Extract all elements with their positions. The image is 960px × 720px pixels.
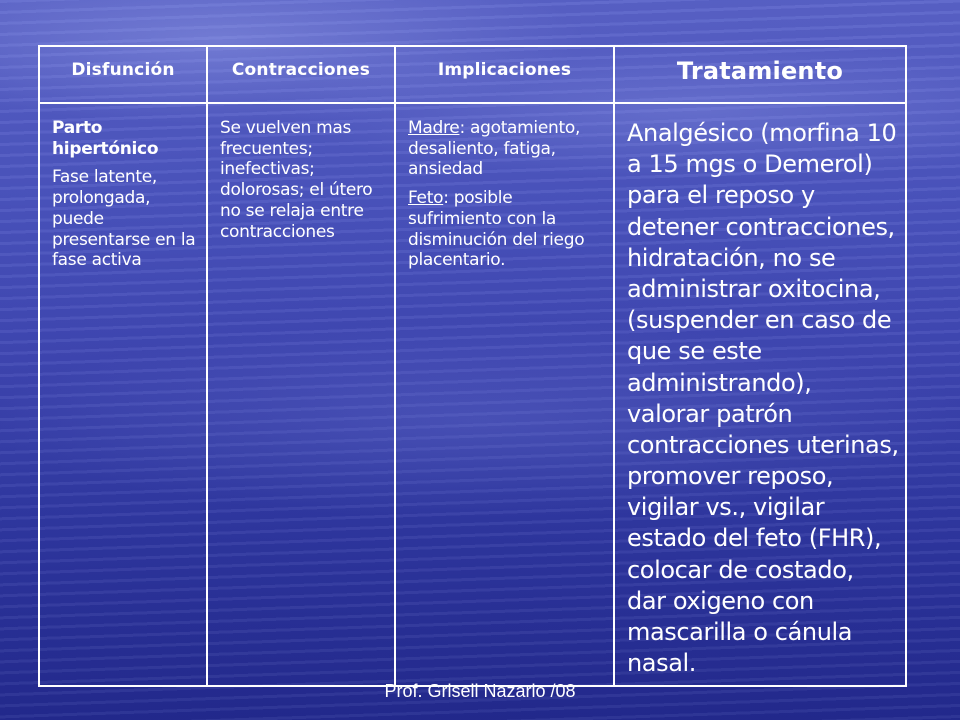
header-implicaciones: Implicaciones (395, 46, 614, 103)
cell-contracciones (207, 103, 395, 686)
table-header-row (39, 46, 906, 103)
disfuncion-description: Fase latente, prolongada, puede presentarse en la fase activa (52, 167, 196, 271)
madre-label: Madre (408, 118, 460, 138)
madre-text: : agotamiento, desaliento, fatiga, ansiedad (408, 118, 581, 180)
header-contracciones: Contracciones (207, 46, 395, 103)
implicaciones-madre (408, 118, 607, 180)
feto-text: : posible sufrimiento con la disminución del riego placentario. (408, 188, 585, 271)
cell-tratamiento (614, 103, 906, 686)
header-tratamiento: Tratamiento (614, 46, 906, 103)
cell-implicaciones (395, 103, 614, 686)
disfuncion-title: Parto hipertónico (52, 118, 159, 159)
treatment-table (38, 45, 907, 687)
feto-label: Feto (408, 188, 444, 209)
table-row (39, 103, 906, 686)
contracciones-text: Se vuelven mas frecuentes; inefectivas; dolorosas; el útero no se relaja entre contracciones (220, 118, 373, 242)
implicaciones-feto (408, 188, 607, 271)
tratamiento-text: Analgésico (morfina 10 a 15 mgs o Demerol) para el reposo y detener contracciones, hidratación, no se administrar oxitocina, (suspender en caso de que se este administrando), valorar patrón contracciones uterinas, promover reposo, vigilar vs., vigilar estado del feto (FHR), colocar de costado, dar oxigeno con mascarilla o cánula nasal. (627, 119, 899, 678)
cell-disfuncion (39, 103, 207, 686)
footer-author: Prof. Grisell Nazario /08 (384, 681, 576, 701)
header-disfuncion: Disfunción (39, 46, 207, 103)
